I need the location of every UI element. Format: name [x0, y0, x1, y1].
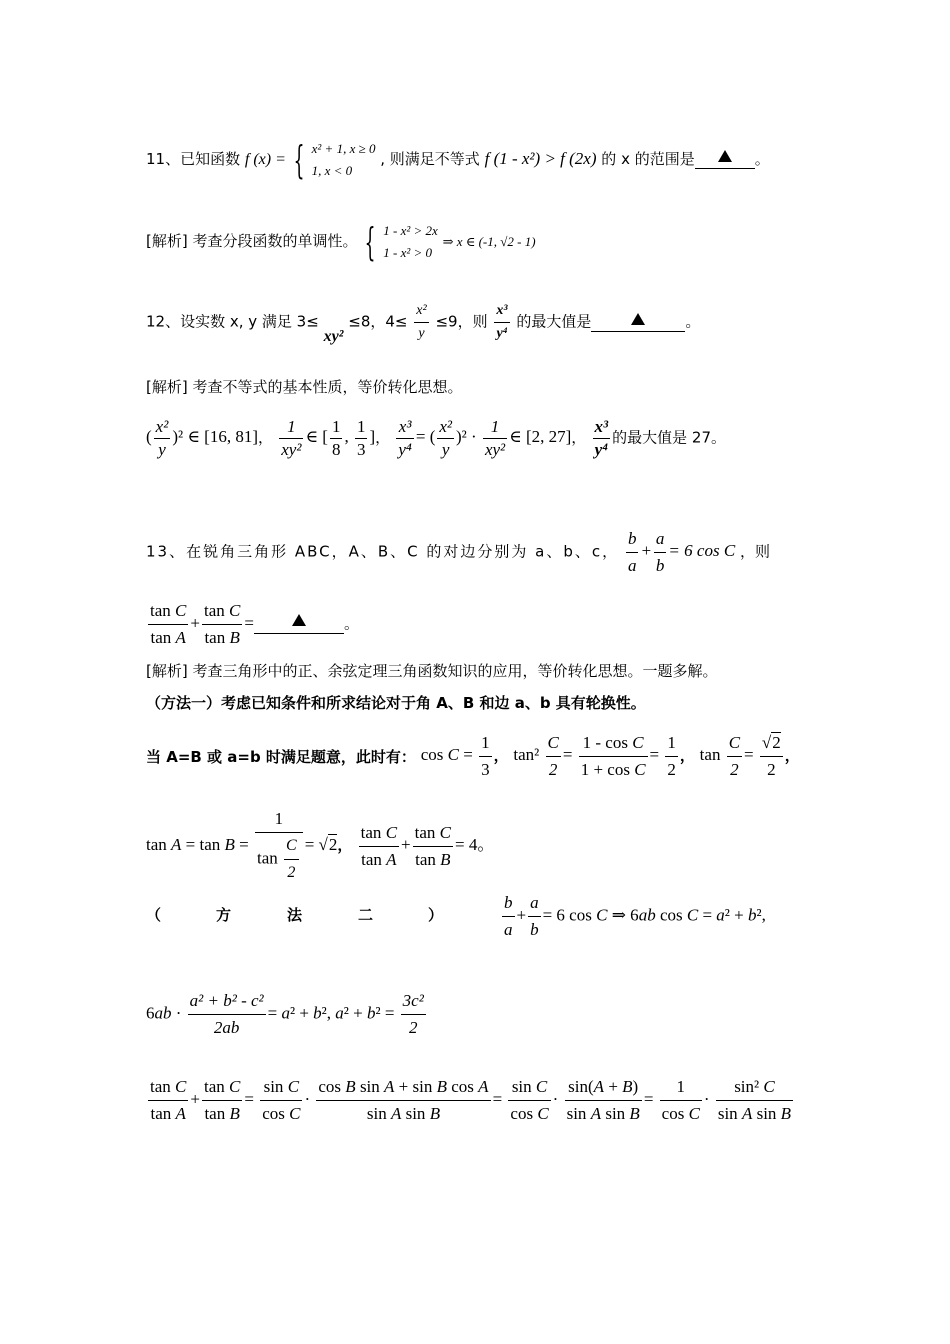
a13-result-4: = 4。 — [455, 834, 495, 854]
a13-tan2-half: tan² $\frac{C}{2}$ = $\frac{\text{1 - cos C}}{\text{1 + cos C}}$ = $\frac{1}{2}$ — [513, 745, 680, 764]
a12-part4-frac: $\frac{\text{x³}}{\text{y⁴}}$ — [594, 417, 609, 459]
m2-char-2: 法 — [287, 906, 303, 924]
q12-frac-x2-y — [414, 300, 428, 345]
a11-sys2: 1 - x² > 0 — [383, 245, 433, 260]
q12-frac1-den: y — [418, 326, 425, 341]
a12-part3: $\frac{\text{x³}}{\text{y⁴}}$ = ( $\frac{\text{x²}}{y}$ )² · $\frac{1}{\text{xy²}}$ ∈ [2, 27] — [398, 417, 572, 459]
q11-suffix: 的 x 的范围是 — [601, 150, 695, 168]
q11-inequality: f (1 - x²) > f (2x) — [484, 149, 597, 168]
triangle-icon — [292, 614, 306, 626]
q13-condition: $\frac{b}{a}$ + $\frac{a}{b}$ = 6 cos C — [624, 541, 735, 560]
a12-part2: $\frac{1}{\text{xy²}}$ ∈ [ $\frac{1}{8}$ , $\frac{1}{3}$ ] — [281, 417, 376, 459]
a11-brace: { — [364, 220, 376, 264]
q12-frac2-num: x³ — [494, 300, 509, 323]
q12-mid2: ≤9，则 — [435, 312, 488, 331]
q13-prefix: 13、在锐角三角形 ABC，A、B、C 的对边分别为 a、b、c， — [146, 542, 620, 561]
q12-expr-xy2: xy² — [323, 327, 344, 345]
q12-end: 。 — [685, 312, 701, 331]
q11-answer-blank — [695, 150, 755, 169]
a12-part1: ( $\frac{\text{x²}}{y}$ )² ∈ [16, 81] — [146, 417, 258, 459]
question-11 — [146, 138, 770, 182]
a11-system — [383, 220, 438, 264]
a11-prefix: [解析] 考查分段函数的单调性。 — [146, 232, 358, 250]
a12-tail: 的最大值是 27。 — [612, 428, 727, 447]
q11-case2: 1, x < 0 — [311, 163, 353, 178]
a13-cosC: cos C = $\frac{1}{3}$ — [421, 745, 494, 764]
q11-brace: { — [293, 138, 305, 182]
m2-char-1: 方 — [216, 906, 232, 924]
q12-answer-blank — [591, 313, 685, 332]
question-13 — [146, 526, 770, 579]
q13-then: ，则 — [739, 542, 770, 561]
analysis-11 — [146, 220, 536, 264]
q11-prefix: 11、已知函数 — [146, 150, 241, 168]
a13-method2-eq1: $\frac{b}{a}$ + $\frac{a}{b}$ = 6 cos C ⇒ 6ab cos C = a² + b², — [500, 890, 766, 943]
a12-formulas: ( $\frac{\text{x²}}{y}$ )² ∈ [16, 81]， $\frac{1}{\text{xy²}}$ ∈ [ $\frac{1}{8}$ , $\frac{1}{3}$ ]， $\frac{\text{x³}}{\text{y⁴}}$ = ( $\frac{\text{x²}}{y}$ )² · $\frac{1}{\text{xy²}}$ ∈ [2, 27]， $\frac{\text{x³}}{\text{y⁴}}$ 的最大值是 27。 — [146, 417, 727, 459]
q11-case1: x² + 1, x ≥ 0 — [311, 141, 376, 156]
m2-char-4: ） — [428, 906, 444, 924]
q11-end: 。 — [754, 150, 770, 168]
q12-suffix: 的最大值是 — [516, 312, 592, 331]
q13-target: $\frac{\text{tan C}}{\text{tan A}}$ + $\frac{\text{tan C}}{\text{tan B}}$ = 。 — [146, 598, 359, 651]
a11-result: ⇒ x ∈ (-1, √2 - 1) — [442, 234, 536, 249]
a13-method2-eq3: $\frac{\text{tan C}}{\text{tan A}}$ + $\frac{\text{tan C}}{\text{tan B}}$ = $\frac{\text{sin C}}{\text{cos C}}$ · $\frac{\text{cos B sin A + sin B cos A}}{\text{sin A sin B}}$ = $\frac{\text{sin C}}{\text{cos C}}$ · $\frac{\sin(A + B)}{\text{sin A sin B}}$ = $\frac{1}{\text{cos C}}$ · $\frac{\text{sin² C}}{\text{sin A sin B}}$ — [146, 1074, 795, 1127]
q11-fx: f (x) = — [244, 151, 286, 168]
a13-method1-formulas: 当 A=B 或 a=b 时满足题意，此时有： cos C = $\frac{1}{3}$ ， tan² $\frac{C}{2}$ = $\frac{\text{1 - cos C}}{\text{1 + cos C}}$ = $\frac{1}{2}$ ， tan $\frac{C}{2}$ = $\frac{√2}{2}$ ， — [146, 730, 800, 783]
a13-tanA-tanB: tan A = tan B = 1 tan $\frac{C}{2}$ = √2， $\frac{\text{tan C}}{\text{tan A}}$ + $\frac{\text{tan C}}{\text{tan B}}$ = 4。 — [146, 806, 494, 886]
a13-method1: （方法一）考虑已知条件和所求结论对于角 A、B 和边 a、b 具有轮换性。 — [146, 694, 646, 712]
question-12 — [146, 300, 700, 345]
a13-tan-half: tan $\frac{C}{2}$ = $\frac{√2}{2}$ — [700, 745, 785, 764]
q11-middle: , 则满足不等式 — [380, 150, 480, 168]
a11-sys1: 1 - x² > 2x — [383, 223, 438, 238]
a12-line1: [解析] 考查不等式的基本性质，等价转化思想。 — [146, 378, 463, 396]
triangle-icon — [718, 150, 732, 162]
a13-line1: [解析] 考查三角形中的正、余弦定理三角函数知识的应用，等价转化思想。一题多解。 — [146, 662, 718, 680]
q12-frac-x3-y4 — [494, 300, 509, 345]
m2-char-3: 二 — [358, 906, 374, 924]
triangle-icon — [631, 313, 645, 325]
q12-prefix: 12、设实数 x, y 满足 3≤ — [146, 312, 319, 331]
q12-mid1: ≤8，4≤ — [348, 312, 408, 331]
m2-char-0: （ — [146, 906, 162, 924]
q13-answer-blank — [254, 613, 344, 634]
q12-frac1-num: x² — [414, 300, 428, 323]
a13-method2-eq2: 6ab · $\frac{\text{a² + b² - c²}}{2ab}$ = a² + b², a² + b² = $\frac{\text{3c²}}{2}$ — [146, 988, 428, 1041]
q12-frac2-den: y⁴ — [496, 326, 508, 341]
q13-end: 。 — [343, 614, 359, 633]
q11-cases — [312, 138, 376, 182]
a13-method1-b: 当 A=B 或 a=b 时满足题意，此时有： — [146, 747, 416, 766]
